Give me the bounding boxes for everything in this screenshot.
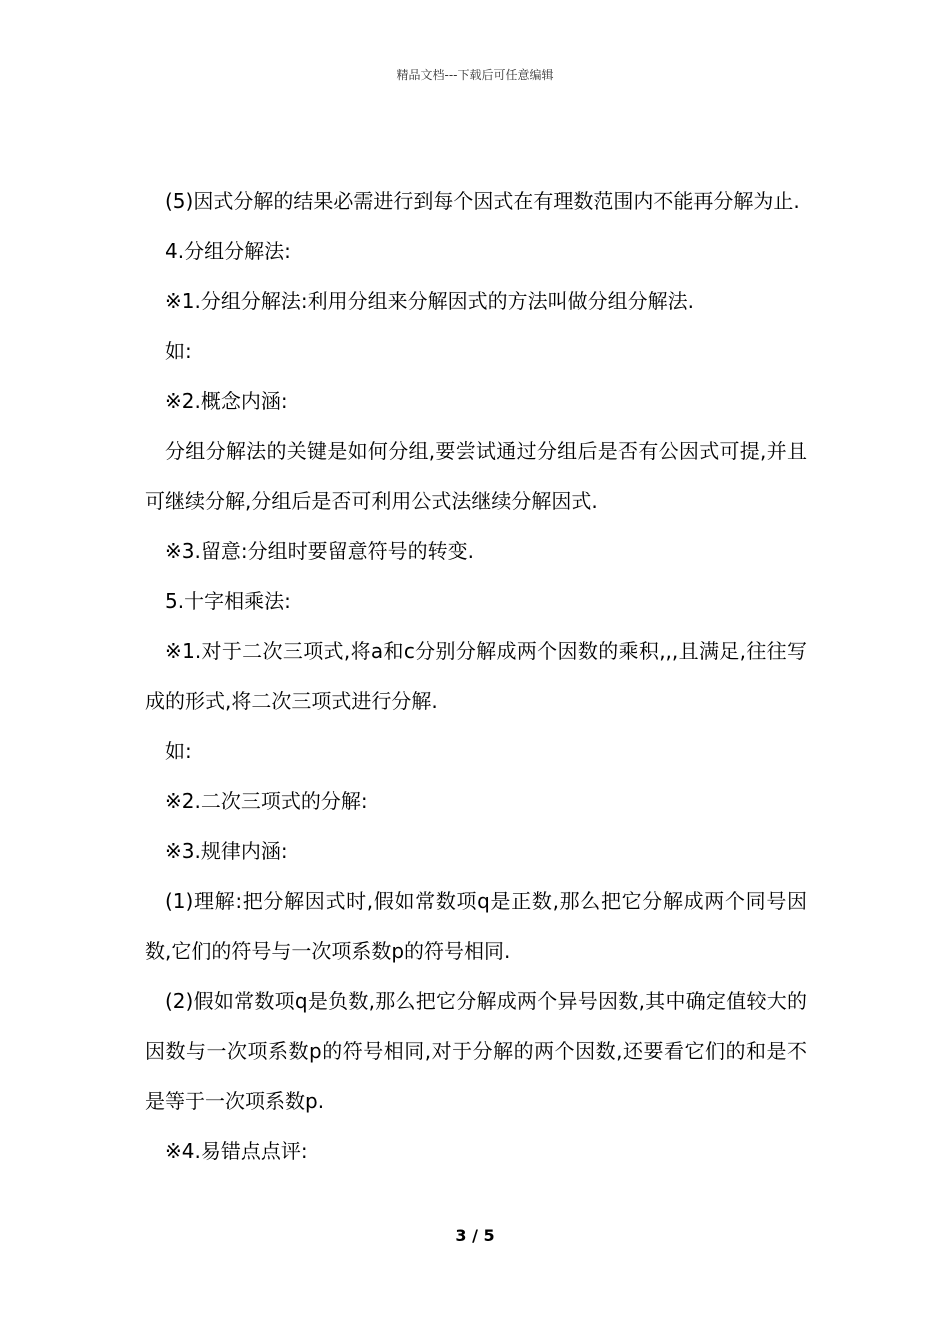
heading-grouping-method: 4.分组分解法:	[165, 239, 291, 263]
paragraph-sign-note: ※3.留意:分组时要留意符号的转变.	[165, 539, 474, 563]
paragraph-example-2: 如:	[165, 739, 192, 763]
paragraph-factoring-result: (5)因式分解的结果必需进行到每个因式在有理数范围内不能再分解为止.	[165, 189, 800, 213]
page-header: 精品文档---下载后可任意编辑	[396, 68, 554, 82]
paragraph-rule-positive: (1)理解:把分解因式时,假如常数项q是正数,那么把它分解成两个同号因数,它们的符号与一次项系数p的符号相同.	[145, 889, 807, 963]
paragraph-grouping-definition: ※1.分组分解法:利用分组来分解因式的方法叫做分组分解法.	[165, 289, 694, 313]
paragraph-error-heading: ※4.易错点点评:	[165, 1139, 308, 1163]
paragraph-cross-definition: ※1.对于二次三项式,将a和c分别分解成两个因数的乘积,,,且满足,往往写成的形式,将二次三项式进行分解.	[145, 639, 807, 713]
page-number: 3 / 5	[455, 1226, 495, 1245]
paragraph-concept-body: 分组分解法的关键是如何分组,要尝试通过分组后是否有公因式可提,并且可继续分解,分组后是否可利用公式法继续分解因式.	[145, 439, 807, 513]
paragraph-rule-negative: (2)假如常数项q是负数,那么把它分解成两个异号因数,其中确定值较大的因数与一次项系数p的符号相同,对于分解的两个因数,还要看它们的和是不是等于一次项系数p.	[145, 989, 807, 1113]
paragraph-quadratic-heading: ※2.二次三项式的分解:	[165, 789, 368, 813]
paragraph-rule-heading: ※3.规律内涵:	[165, 839, 288, 863]
paragraph-concept-heading: ※2.概念内涵:	[165, 389, 288, 413]
document-body	[145, 176, 807, 1176]
heading-cross-method: 5.十字相乘法:	[165, 589, 291, 613]
paragraph-example-1: 如:	[165, 339, 192, 363]
